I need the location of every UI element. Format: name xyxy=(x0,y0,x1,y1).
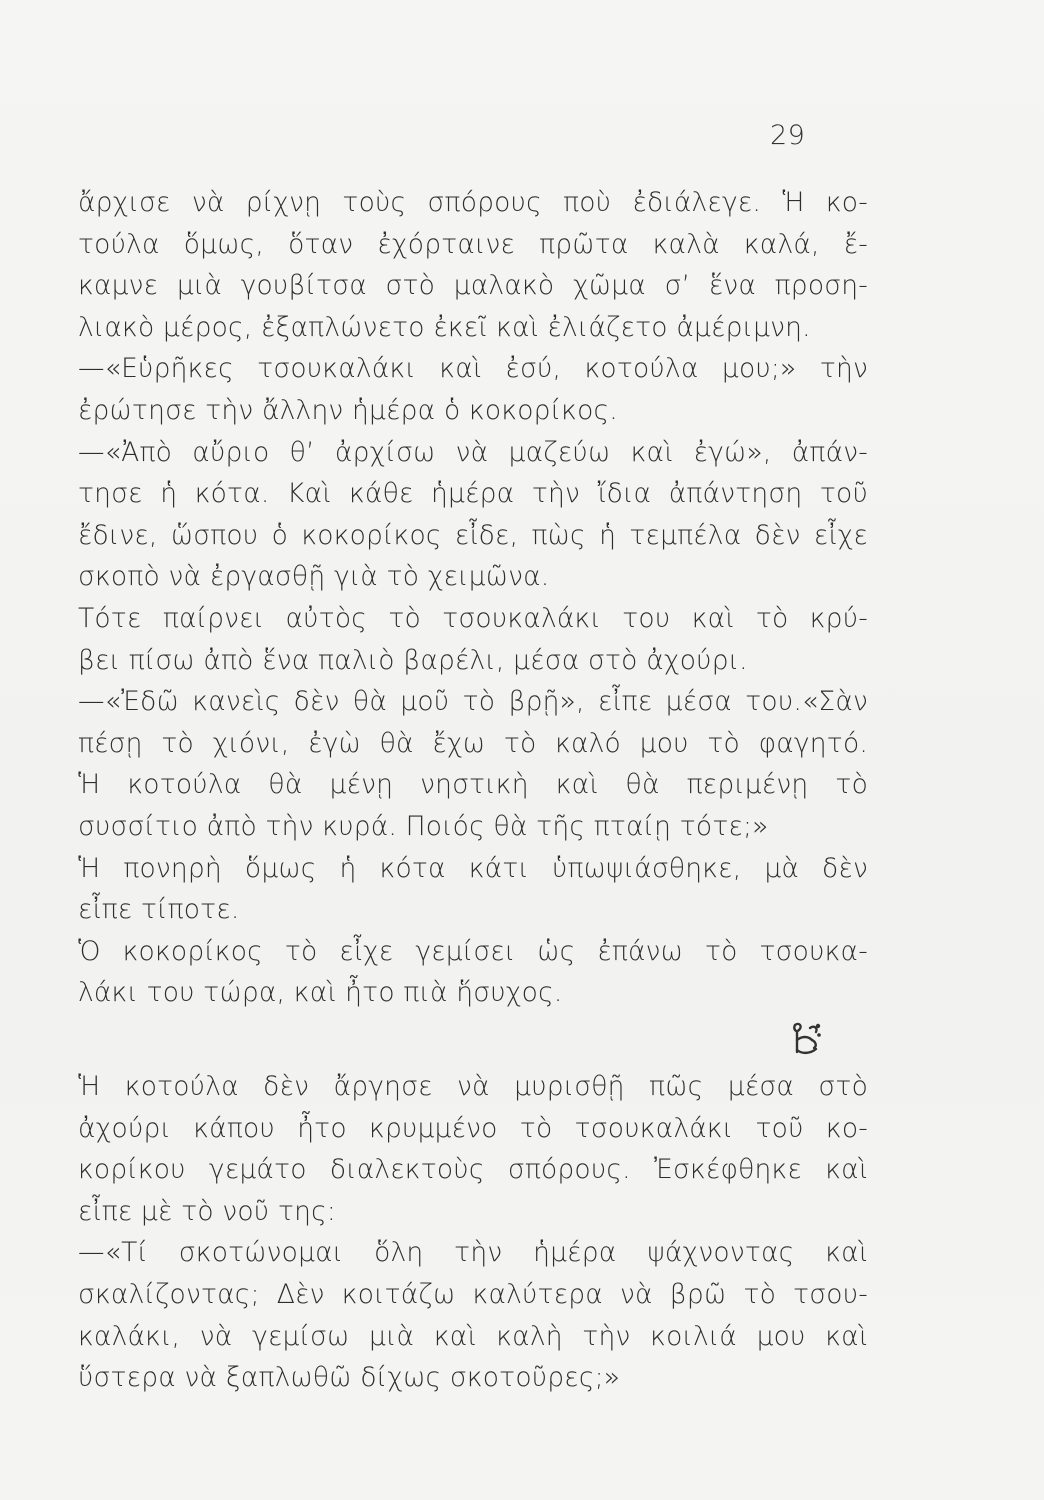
text-line: Ἡ κοτούλα δὲν ἄργησε νὰ μυρισθῇ πῶς μέσα στὸ xyxy=(78,1071,868,1102)
text-line: —«Ἀπὸ αὔριο θ’ ἀρχίσω νὰ μαζεύω καὶ ἐγώ», ἀπάν- xyxy=(78,436,868,468)
page-number: 29 xyxy=(770,120,806,151)
text-line: σκοπὸ νὰ ἐργασθῇ γιὰ τὸ χειμῶνα. xyxy=(78,561,550,593)
text-line: Ἡ κοτούλα θὰ μένῃ νηστικὴ καὶ θὰ περιμένῃ τὸ xyxy=(78,769,868,801)
text-line: τησε ἡ κότα. Καὶ κάθε ἡμέρα τὴν ἴδια ἀπάντηση τοῦ xyxy=(78,478,868,510)
text-line: λιακὸ μέρος, ἐξαπλώνετο ἐκεῖ καὶ ἐλιάζετο ἀμέριμνη. xyxy=(78,311,811,343)
text-line: εἶπε τίποτε. xyxy=(78,894,240,926)
text-line: —«Εὑρῆκες τσουκαλάκι καὶ ἐσύ, κοτούλα μου;» τὴν xyxy=(78,353,868,385)
text-line: Τότε παίρνει αὐτὸς τὸ τσουκαλάκι του καὶ τὸ κρύ- xyxy=(78,602,868,634)
text-line: εἶπε μὲ τὸ νοῦ της: xyxy=(78,1195,336,1227)
text-line: ἀχούρι κάπου ἦτο κρυμμένο τὸ τσουκαλάκι τοῦ κο- xyxy=(78,1112,868,1144)
text-line: κορίκου γεμάτο διαλεκτοὺς σπόρους. Ἐσκέφθηκε καὶ xyxy=(78,1154,868,1186)
text-line: —«Τί σκοτώνομαι ὅλη τὴν ἡμέρα ψάχνοντας καὶ xyxy=(78,1237,868,1269)
section-break-ornament-icon xyxy=(790,1020,824,1058)
paragraph-block-2 xyxy=(78,1066,868,1399)
text-line: Ἡ πονηρὴ ὅμως ἡ κότα κάτι ὑπωψιάσθηκε, μὰ δὲν xyxy=(78,852,868,884)
text-line: ἐρώτησε τὴν ἄλλην ἡμέρα ὁ κοκορίκος. xyxy=(78,394,618,426)
text-line: σκαλίζοντας; Δὲν κοιτάζω καλύτερα νὰ βρῶ τὸ τσου- xyxy=(78,1278,868,1310)
text-line: καλάκι, νὰ γεμίσω μιὰ καὶ καλὴ τὴν κοιλιά μου καὶ xyxy=(78,1320,868,1352)
text-line: Ὁ κοκορίκος τὸ εἶχε γεμίσει ὡς ἐπάνω τὸ τσουκα- xyxy=(78,935,868,967)
text-line: ἔδινε, ὥσπου ὁ κοκορίκος εἶδε, πὼς ἡ τεμπέλα δὲν εἶχε xyxy=(78,519,868,551)
text-line: πέσῃ τὸ χιόνι, ἐγὼ θὰ ἔχω τὸ καλό μου τὸ φαγητό. xyxy=(78,727,868,759)
text-line: τούλα ὅμως, ὅταν ἐχόρταινε πρῶτα καλὰ καλά, ἔ- xyxy=(78,228,868,260)
text-line: ἄρχισε νὰ ρίχνῃ τοὺς σπόρους ποὺ ἐδιάλεγε. Ἡ κο- xyxy=(78,187,868,218)
paragraph-block-1 xyxy=(78,182,868,1014)
text-line: λάκι του τώρα, καὶ ἦτο πιὰ ἥσυχος. xyxy=(78,977,563,1009)
text-line: βει πίσω ἀπὸ ἕνα παλιὸ βαρέλι, μέσα στὸ ἀχούρι. xyxy=(78,644,748,676)
text-line: συσσίτιο ἀπὸ τὴν κυρά. Ποιός θὰ τῆς πταίῃ τότε;» xyxy=(78,810,769,842)
text-line: καμνε μιὰ γουβίτσα στὸ μαλακὸ χῶμα σ’ ἕνα προση- xyxy=(78,270,868,302)
text-line: —«Ἐδῶ κανεὶς δὲν θὰ μοῦ τὸ βρῇ», εἶπε μέσα του.«Σὰν xyxy=(78,686,868,718)
text-line: ὕστερα νὰ ξαπλωθῶ δίχως σκοτοῦρες;» xyxy=(78,1362,621,1394)
